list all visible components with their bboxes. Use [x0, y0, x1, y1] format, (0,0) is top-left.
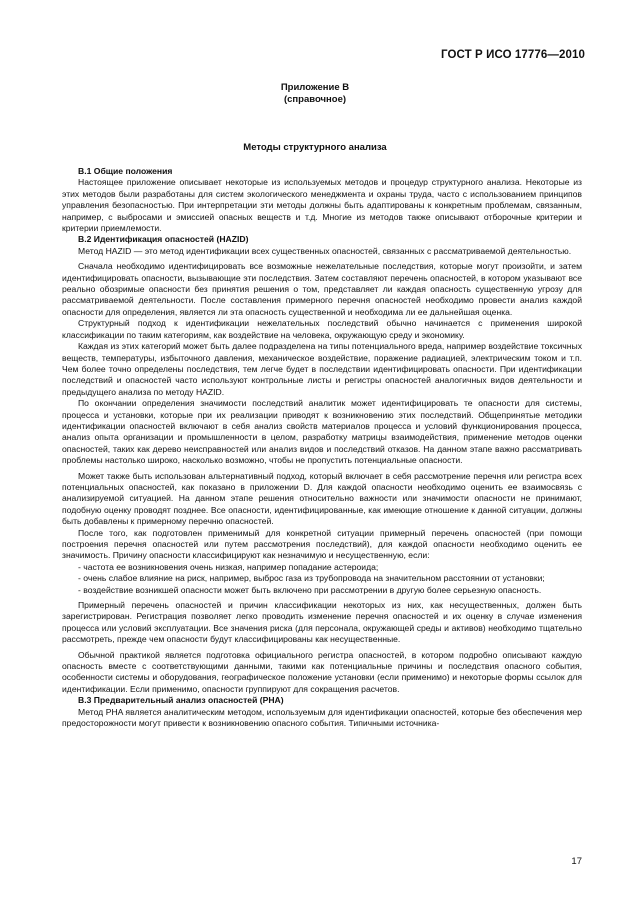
section-title: Методы структурного анализа	[243, 142, 387, 153]
paragraph: По окончании определения значимости последствий аналитик может идентифицировать те опасности для системы, процесса и установки, которые при их реализации приводят к возникновению этих последствий. Общепринятые методики идентификации опасностей включают в себя анализ свойств материалов процесса и условий функционирования процесса, анализ опыта организации и промышленности в целом, разработку матрицы взаимодействия, применение методов оценки опасностей, таких как дерево неисправностей или анализ видов и последствий отказов. На данном этапе важно рассматривать проблемы настолько широко, насколько возможно, чтобы не пропустить потенциальные опасности.	[62, 398, 582, 466]
paragraph: Метод PHA является аналитическим методом, используемым для идентификации опасностей, которые без обеспечения мер предосторожности могут привести к возникновению опасного события. Типичными источника-	[62, 706, 582, 729]
paragraph: Метод HAZID — это метод идентификации всех существенных опасностей, связанных с рассматриваемой деятельностью.	[78, 245, 572, 256]
appendix-status: (справочное)	[283, 94, 347, 105]
paragraph: Каждая из этих категорий может быть далее подразделена на типы потенциального вреда, например воздействие токсичных веществ, температуры, избыточного давления, механическое воздействие, поражение радиацией, электрическим током и т.п. Чем более точно определены последствия, тем легче будет в последствии идентифицировать опасности. При идентификации последствий и опасностей часто используют контрольные листы и регистры опасностей аналогичных видов деятельности и предыдущего анализа по методу HAZID.	[62, 341, 582, 397]
paragraph: Структурный подход к идентификации нежелательных последствий обычно начинается с применения широкой классификации по таким категориям, как воздействие на человека, окружающую среду и экономику.	[62, 318, 582, 340]
page-number: 17	[571, 856, 582, 867]
paragraph: После того, как подготовлен применимый для конкретной ситуации примерный перечень опасностей (при помощи построения перечня опасностей или путем рассмотрения последствий), для каждой опасности необходимо оценить ее значимость. Причину опасности классифицируют как незначимую и несущественную, если:	[62, 527, 582, 561]
paragraph: Может также быть использован альтернативный подход, который включает в себя рассмотрение перечня или регистра всех потенциальных опасностей, как показано в приложении D. Для каждой опасности необходимо оценить ее взаимосвязь с анализируемой ситуацией. На данном этапе решения относительно важности или значимости опасности не принимают, подобную оценку проводят позднее. Все опасности, идентифицированные, как имеющие отношение к данной ситуации, должны быть добавлены к примерному перечню опасностей.	[62, 470, 582, 527]
paragraph: Настоящее приложение описывает некоторые из используемых методов и процедур структурного анализа. Некоторые из этих методов были разработаны для систем экологического менеджмента и охраны труда, часто с использованием принципов управления безопасностью. При интерпретации эти методы должны быть адаптированы к конкретным проблемам, связанным, например, с выбросами и эмиссией опасных веществ и т.д. Многие из методов также описывают отборочные критерии и критерии приемлемости.	[62, 177, 582, 234]
heading-b2: В.2 Идентификация опасностей (HAZID)	[78, 234, 249, 245]
paragraph: Примерный перечень опасностей и причин классификации некоторых из них, как несущественных, должен быть зарегистрирован. Регистрация позволяет легко проводить изменение перечня опасностей и их оценку в случае изменения процесса или условий эксплуатации. Все значения риска (для персонала, окружающей среды и активов) необходимо тщательно рассмотреть, прежде чем опасности будут классифицированы как несущественные.	[62, 600, 582, 645]
paragraph: Обычной практикой является подготовка официального регистра опасностей, в котором подробно описывают каждую опасность вместе с соответствующими данными, такими как потенциальные причины и последствия опасного события, особенности системы и оборудования, географическое положение установки (если применимо) и некоторые формы ссылок для идентификации. Если применимо, опасности группируют для сокращения расчетов.	[62, 649, 582, 694]
list-item: - воздействие возникшей опасности может быть включено при рассмотрении в другую более серьезную опасность.	[78, 584, 542, 595]
paragraph: Сначала необходимо идентифицировать все возможные нежелательные последствия, которые могут произойти, и затем идентифицировать опасности, вызывающие эти последствия. Затем составляют перечень опасностей, в котором указывают все реально обозримые опасности без принятия решения о том, представляет ли каждая опасность существенную угрозу для рассматриваемой деятельности. После составления примерного перечня опасностей необходимо провести анализ каждой опасности для определения, является ли эта опасность существенной и необходима ли ее дальнейшая оценка.	[62, 261, 582, 317]
appendix-header	[0, 82, 630, 106]
document-body	[62, 166, 582, 730]
heading-b3: В.3 Предварительный анализ опасностей (PHA)	[78, 695, 284, 706]
list-item: - очень слабое влияние на риск, например, выброс газа из трубопровода на значительном расстоянии от установки;	[78, 573, 545, 584]
document-number: ГОСТ Р ИСО 17776—2010	[440, 49, 585, 61]
list-item: - частота ее возникновения очень низкая, например попадание астероида;	[78, 561, 379, 572]
heading-b1: В.1 Общие положения	[78, 166, 173, 176]
appendix-label: Приложение В	[280, 82, 350, 93]
